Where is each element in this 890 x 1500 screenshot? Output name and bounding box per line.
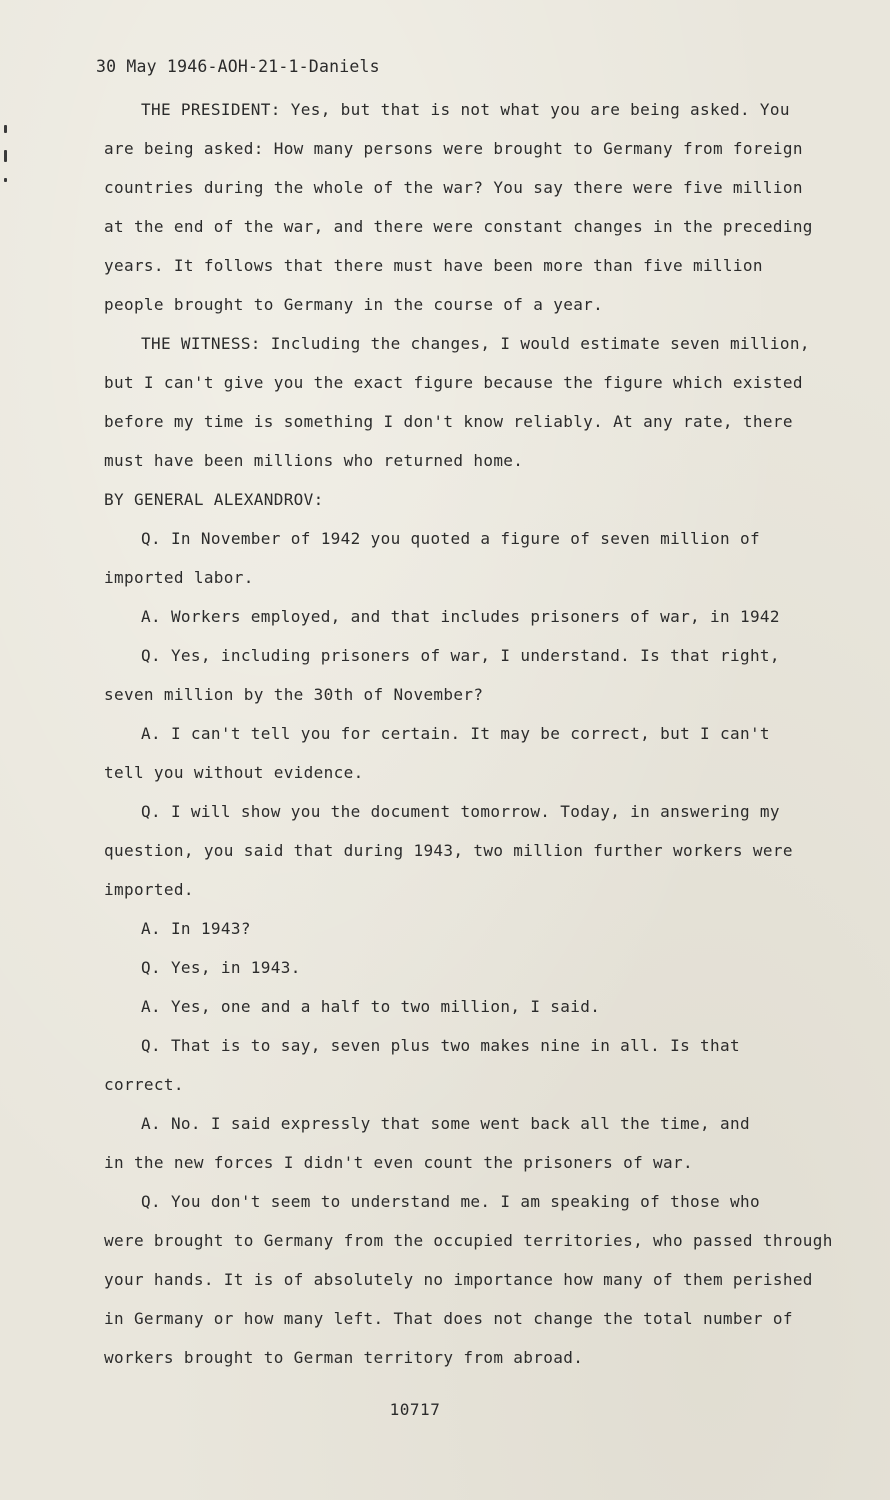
transcript-line: people brought to Germany in the course of a year.	[104, 295, 604, 314]
transcript-line: imported.	[104, 880, 194, 899]
transcript-line: Q. Yes, including prisoners of war, I understand. Is that right,	[141, 646, 780, 665]
transcript-line: but I can't give you the exact figure because the figure which existed	[104, 373, 803, 392]
transcript-line: THE PRESIDENT: Yes, but that is not what you are being asked. You	[141, 100, 790, 119]
transcript-line: A. No. I said expressly that some went back all the time, and	[141, 1114, 750, 1133]
transcript-line: years. It follows that there must have been more than five million	[104, 256, 763, 275]
transcript-line: tell you without evidence.	[104, 763, 364, 782]
transcript-line: in Germany or how many left. That does not change the total number of	[104, 1309, 793, 1328]
margin-mark	[4, 125, 7, 133]
transcript-line: in the new forces I didn't even count the prisoners of war.	[104, 1153, 693, 1172]
transcript-body	[104, 90, 833, 1377]
transcript-line: Q. Yes, in 1943.	[141, 958, 301, 977]
transcript-line: BY GENERAL ALEXANDROV:	[104, 490, 324, 509]
transcript-line: question, you said that during 1943, two million further workers were	[104, 841, 793, 860]
transcript-line: Q. That is to say, seven plus two makes nine in all. Is that	[141, 1036, 740, 1055]
transcript-line: A. Yes, one and a half to two million, I said.	[141, 997, 601, 1016]
transcript-line: THE WITNESS: Including the changes, I would estimate seven million,	[141, 334, 810, 353]
transcript-line: were brought to Germany from the occupied territories, who passed through	[104, 1231, 833, 1250]
transcript-line: correct.	[104, 1075, 184, 1094]
transcript-line: seven million by the 30th of November?	[104, 685, 484, 704]
transcript-line: countries during the whole of the war? You say there were five million	[104, 178, 803, 197]
transcript-line: Q. You don't seem to understand me. I am speaking of those who	[141, 1192, 760, 1211]
transcript-line: Q. In November of 1942 you quoted a figure of seven million of	[141, 529, 760, 548]
margin-mark	[4, 150, 7, 162]
transcript-line: your hands. It is of absolutely no importance how many of them perished	[104, 1270, 813, 1289]
page-header: 30 May 1946-AOH-21-1-Daniels	[96, 57, 380, 76]
transcript-line: workers brought to German territory from abroad.	[104, 1348, 584, 1367]
transcript-line: imported labor.	[104, 568, 254, 587]
margin-mark	[4, 178, 7, 182]
transcript-line: A. I can't tell you for certain. It may be correct, but I can't	[141, 724, 770, 743]
transcript-line: Q. I will show you the document tomorrow. Today, in answering my	[141, 802, 780, 821]
transcript-line: at the end of the war, and there were constant changes in the preceding	[104, 217, 813, 236]
transcript-line: A. Workers employed, and that includes prisoners of war, in 1942	[141, 607, 780, 626]
transcript-line: must have been millions who returned home.	[104, 451, 524, 470]
page-number: 10717	[389, 1400, 441, 1419]
transcript-line: A. In 1943?	[141, 919, 251, 938]
transcript-line: before my time is something I don't know reliably. At any rate, there	[104, 412, 793, 431]
transcript-line: are being asked: How many persons were brought to Germany from foreign	[104, 139, 803, 158]
